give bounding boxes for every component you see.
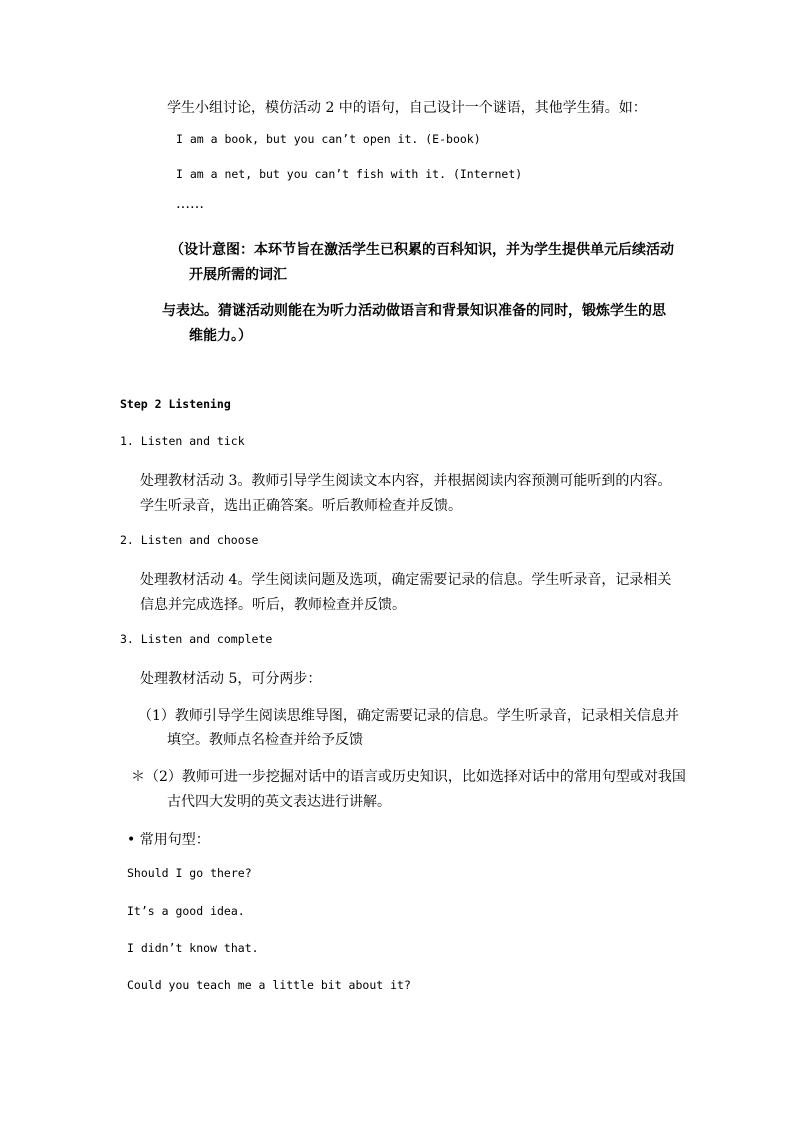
item-1-line-2: 学生听录音，选出正确答案。听后教师检查并反馈。: [140, 498, 462, 514]
item-1-title: 1. Listen and tick: [120, 434, 245, 448]
pattern-sentence-3: I didn’t know that.: [127, 941, 259, 955]
item-2-line-1: 处理教材活动 4。学生阅读问题及选项，确定需要记录的信息。学生听录音，记录相关: [140, 572, 672, 588]
design-intent-line-2: 开展所需的词汇: [189, 267, 287, 283]
item-3-title: 3. Listen and complete: [120, 632, 273, 646]
riddle-example-2: I am a net, but you can’t fish with it. (Internet): [176, 167, 523, 181]
pattern-sentence-1: Should I go there?: [127, 866, 252, 880]
item-1-line-1: 处理教材活动 3。教师引导学生阅读文本内容，并根据阅读内容预测可能听到的内容。: [140, 473, 672, 489]
item-2-title: 2. Listen and choose: [120, 533, 259, 547]
intro-instruction: 学生小组讨论，模仿活动 2 中的语句，自己设计一个谜语，其他学生猜。如：: [167, 100, 647, 116]
step-2-heading: Step 2 Listening: [120, 397, 231, 411]
item-3-sub-2-line-2: 古代四大发明的英文表达进行讲解。: [167, 794, 391, 810]
item-3-sub-2-line-1: ＊（2）教师可进一步挖掘对话中的语言或历史知识，比如选择对话中的常用句型或对我国: [131, 769, 686, 785]
item-3-sub-1-line-1: （1）教师引导学生阅读思维导图，确定需要记录的信息。学生听录音，记录相关信息并: [138, 708, 679, 724]
item-2-line-2: 信息并完成选择。听后，教师检查并反馈。: [140, 597, 406, 613]
ellipsis: ……: [176, 196, 204, 212]
design-intent-line-4: 维能力。）: [189, 328, 252, 344]
common-patterns-label: • 常用句型：: [127, 832, 210, 848]
item-3-sub-1-line-2: 填空。教师点名检查并给予反馈: [167, 732, 363, 748]
item-3-line-1: 处理教材活动 5，可分两步：: [140, 671, 322, 687]
design-intent-line-1: （设计意图：本环节旨在激活学生已积累的百科知识，并为学生提供单元后续活动: [170, 242, 674, 258]
pattern-sentence-2: It’s a good idea.: [127, 904, 245, 918]
design-intent-line-3: 与表达。猜谜活动则能在为听力活动做语言和背景知识准备的同时，锻炼学生的思: [162, 303, 666, 319]
riddle-example-1: I am a book, but you can’t open it. (E-book): [176, 132, 481, 146]
pattern-sentence-4: Could you teach me a little bit about it?: [127, 978, 411, 992]
